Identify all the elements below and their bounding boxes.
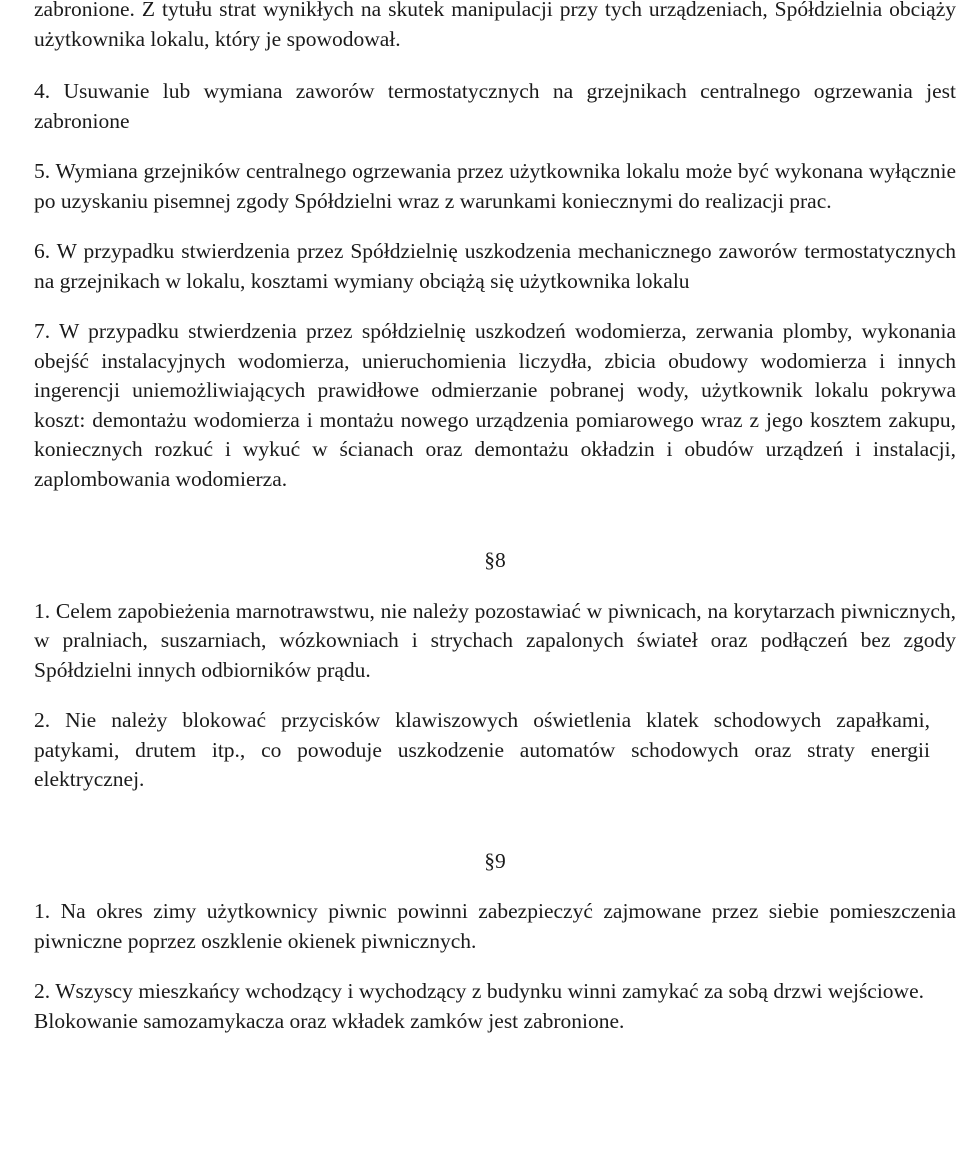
- list-item-5: 5. Wymiana grzejników centralnego ogrzewania przez użytkownika lokalu może być wykonana wyłącznie po uzyskaniu pisemnej zgody Spółdzielni wraz z warunkami koniecznymi do realizacji prac.: [34, 159, 956, 213]
- section-heading-8: §8: [484, 548, 506, 572]
- section-8-item-1: 1. Celem zapobieżenia marnotrawstwu, nie należy pozostawiać w piwnicach, na korytarzach piwnicznych, w pralniach, suszarniach, wózkowniach i strychach zapalonych świateł oraz podłączeń bez zgody Spółdzielni innych odbiorników prądu.: [34, 598, 956, 682]
- section-9-item-2: 2. Wszyscy mieszkańcy wchodzący i wychodzący z budynku winni zamykać za sobą drzwi wejściowe. Blokowanie samozamykacza oraz wkładek zamków jest zabronione.: [34, 979, 924, 1033]
- section-8-item-2: 2. Nie należy blokować przycisków klawiszowych oświetlenia klatek schodowych zapałkami, patykami, drutem itp., co powoduje uszkodzenie automatów schodowych oraz straty energii elektrycznej.: [34, 708, 930, 791]
- list-item-4: 4. Usuwanie lub wymiana zaworów termostatycznych na grzejnikach centralnego ogrzewania jest zabronione: [34, 79, 956, 133]
- section-heading-9: §9: [484, 848, 506, 873]
- document-page: [34, 0, 956, 1036]
- list-item-7: 7. W przypadku stwierdzenia przez spółdzielnię uszkodzeń wodomierza, zerwania plomby, wykonania obejść instalacyjnych wodomierza, unieruchomienia liczydła, zbicia obudowy wodomierza i innych ingerencji uniemożliwiających prawidłowe odmierzanie pobranej wody, użytkownik lokalu pokrywa koszt: demontażu wodomierza i montażu nowego urządzenia pomiarowego wraz z jego kosztem zakupu, koniecznych rozkuć i wykuć w ścianach oraz demontażu okładzin i obudów urządzeń i instalacji, zaplombowania wodomierza.: [34, 319, 956, 491]
- list-item-6: 6. W przypadku stwierdzenia przez Spółdzielnię uszkodzenia mechanicznego zaworów termostatycznych na grzejnikach w lokalu, kosztami wymiany obciążą się użytkownika lokalu: [34, 239, 956, 293]
- section-9-item-1: 1. Na okres zimy użytkownicy piwnic powinni zabezpieczyć zajmowane przez siebie pomieszczenia piwniczne poprzez oszklenie okienek piwnicznych.: [34, 899, 956, 953]
- paragraph-continuation: zabronione. Z tytułu strat wynikłych na skutek manipulacji przy tych urządzeniach, Spółdzielnia obciąży użytkownika lokalu, który je spowodował.: [34, 0, 956, 51]
